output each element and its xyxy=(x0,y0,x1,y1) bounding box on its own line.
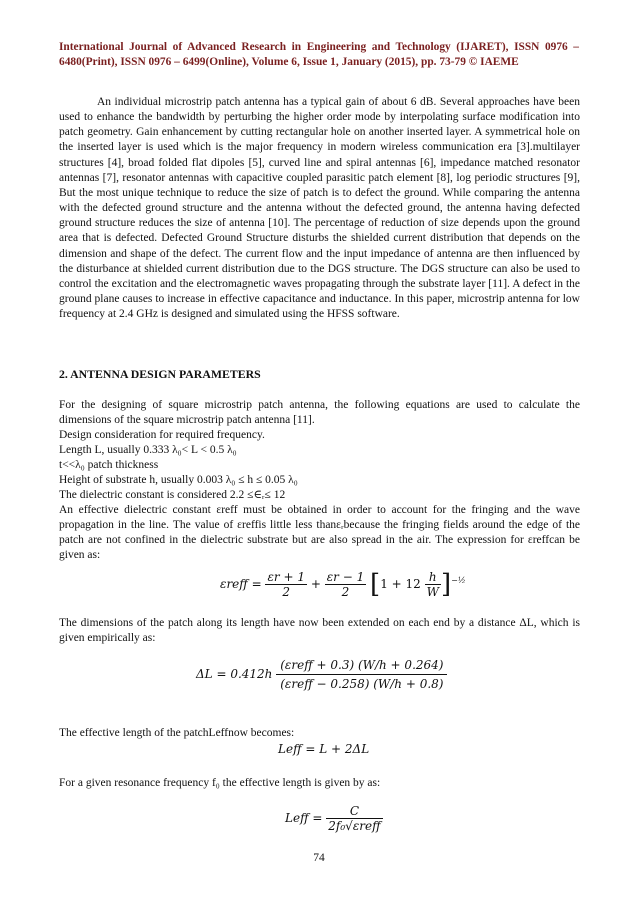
eq1-bracket-term: 1 + 12 xyxy=(380,577,421,591)
eq1-frac-a-den: 2 xyxy=(265,584,307,599)
design-line-5: The dielectric constant is considered 2.2 ≤∈ᵣ≤ 12 xyxy=(59,489,286,501)
equation-delta-l xyxy=(196,656,447,693)
eq4-numerator: C xyxy=(349,804,360,818)
eq1-frac-c-num: h xyxy=(428,570,437,584)
eq4-lhs: Leff = xyxy=(285,811,323,825)
effective-dielectric-paragraph: An effective dielectric constant εreff must be obtained in order to account for the fringing and the wave propagation in the line. The value of εreffis little less thanεᵣbecause the fringing fields around the edge of the patch are not confined in the dielectric substrate but are also spread in the air. The expression for εreffcan be given as: xyxy=(59,504,580,562)
design-line-3: t<<λ₀ patch thickness xyxy=(59,459,159,471)
eq4-frac xyxy=(326,804,382,833)
journal-header: International Journal of Advanced Research in Engineering and Technology (IJARET), ISSN 0976 – 6480(Print), ISSN 0976 – 6499(Online), Volume 6, Issue 1, January (2015), pp. 73-79 © IAEME xyxy=(59,41,579,68)
effective-length-paragraph: The effective length of the patchLeffnow becomes: xyxy=(59,727,295,739)
design-line-2: Length L, usually 0.333 λ₀< L < 0.5 λ₀ xyxy=(59,444,237,456)
eq1-frac-b-den: 2 xyxy=(325,584,367,599)
section-heading: 2. ANTENNA DESIGN PARAMETERS xyxy=(59,367,261,381)
eq1-frac-a-num: εr + 1 xyxy=(267,570,305,584)
equation-effective-dielectric: εreff = $\frac{\varepsilon r + 1}{2}$ + $\frac{\varepsilon r - 1}{2}$ [1 + 12 $\frac{h}{W}$ ]$^{-\frac{1}{2}}$ xyxy=(220,569,466,600)
eq2-denominator: (εreff − 0.258) (W/h + 0.8) xyxy=(276,674,447,693)
design-line-1: Design consideration for required frequency. xyxy=(59,429,265,441)
eq1-frac-b-num: εr − 1 xyxy=(326,570,365,584)
eq1-exponent: −½ xyxy=(451,576,466,585)
eq1-frac-a xyxy=(265,570,307,599)
eq2-numerator: (εreff + 0.3) (W/h + 0.264) xyxy=(280,658,444,672)
design-intro-paragraph: For the designing of square microstrip patch antenna, the following equations are used to calculate the dimensions of the square microstrip patch antenna [11]. xyxy=(59,399,580,427)
design-line-4: Height of substrate h, usually 0.003 λ₀ ≤ h ≤ 0.05 λ₀ xyxy=(59,474,298,486)
eq1-frac-b xyxy=(325,570,367,599)
eq1-frac-c-den: W xyxy=(426,585,439,599)
page-number: 74 xyxy=(313,852,325,864)
resonance-frequency-paragraph: For a given resonance frequency f₀ the effective length is given by as: xyxy=(59,777,381,789)
length-extension-paragraph: The dimensions of the patch along its length have now been extended on each end by a distance ΔL, which is given empirically as: xyxy=(59,617,580,645)
eq1-frac-c xyxy=(425,570,441,599)
eq2-lhs: ΔL = 0.412h xyxy=(196,667,273,681)
intro-paragraph: An individual microstrip patch antenna has a typical gain of about 6 dB. Several approaches have been used to enhance the bandwidth by perturbing the higher order mode by interpolating surface modification into patch geometry. Gain enhancement by cutting rectangular hole on another inserted layer. A symmetrical hole on the inserted layer is used which is the major frequency in modern wireless communication era [3].multilayer structures [4], broad folded flat dipoles [5], curved line and spiral antennas [6], impedance matched resonator antennas [7], resonator antennas with capacitive coupled parasitic patch element [8], log periodic structures [9], But the most unique technique to reduce the size of patch is to defect the ground. While comparing the antenna with the defected ground structure and the antenna without the defected ground, the antenna having defected ground structure reduces the size of antenna [10]. The percentage of reduction of size depends upon the ground area that is defected. Defected Ground Structure disturbs the shielded current distribution that depends on the dimension and shape of the defect. The current flow and the input impedance of antenna are then influenced by the disturbance at shielded current distribution due to the DGS structure. The DGS structure can also be used to control the excitation and the electromagnetic waves propagating through the substrate layer [11]. A defect in the ground plane causes to increase in effective capacitance and inductance. In this paper, microstrip antenna for low frequency at 2.4 GHz is designed and simulated using the HFSS software. xyxy=(59,96,580,321)
equation-resonant-length xyxy=(285,804,383,833)
eq4-denominator: 2f₀√εreff xyxy=(328,819,381,833)
eq1-lhs: εreff = xyxy=(220,577,262,591)
equation-effective-length: Leff = L + 2ΔL xyxy=(278,742,370,756)
eq2-frac xyxy=(276,656,447,693)
